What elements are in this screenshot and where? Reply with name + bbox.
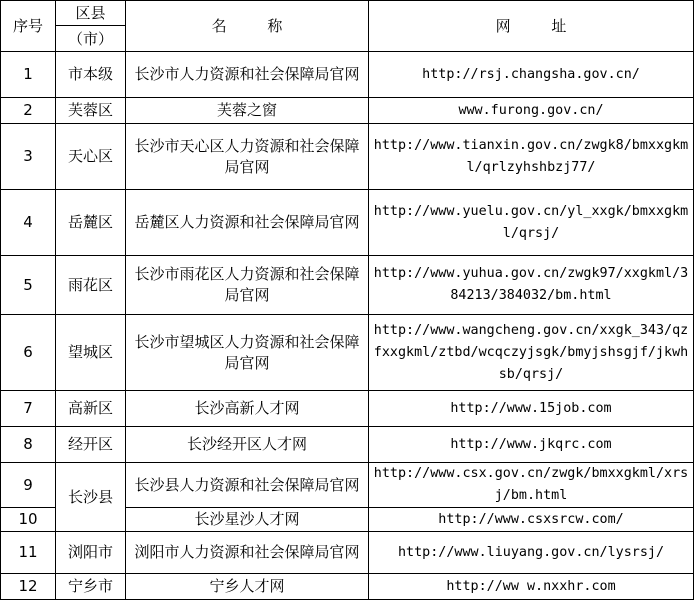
row-district: 经开区 bbox=[56, 427, 126, 463]
row-url-link[interactable]: http://ww w.nxxhr.com bbox=[369, 574, 694, 600]
row-name: 长沙星沙人才网 bbox=[126, 508, 369, 532]
table-row bbox=[1, 427, 694, 463]
row-district: 望城区 bbox=[56, 315, 126, 391]
row-district: 芙蓉区 bbox=[56, 98, 126, 124]
row-no: 5 bbox=[1, 256, 56, 315]
row-url-link[interactable]: http://www.yuhua.gov.cn/zwgk97/xxgkml/384213/384032/bm.html bbox=[369, 256, 694, 315]
row-url-link[interactable]: http://www.jkqrc.com bbox=[369, 427, 694, 463]
table-row bbox=[1, 315, 694, 391]
table-row bbox=[1, 256, 694, 315]
header-district-line2: （市） bbox=[56, 26, 126, 52]
header-no: 序号 bbox=[1, 1, 56, 52]
row-url-link[interactable]: http://www.15job.com bbox=[369, 391, 694, 427]
table-row bbox=[1, 574, 694, 600]
row-name: 岳麓区人力资源和社会保障局官网 bbox=[126, 190, 369, 256]
table-row bbox=[1, 98, 694, 124]
row-name: 长沙市雨花区人力资源和社会保障局官网 bbox=[126, 256, 369, 315]
row-district: 市本级 bbox=[56, 52, 126, 98]
row-no: 10 bbox=[1, 508, 56, 532]
header-district-line1: 区县 bbox=[56, 1, 126, 26]
row-no: 12 bbox=[1, 574, 56, 600]
header-row bbox=[1, 1, 694, 26]
row-name: 芙蓉之窗 bbox=[126, 98, 369, 124]
header-url: 网 址 bbox=[369, 1, 694, 52]
row-no: 1 bbox=[1, 52, 56, 98]
row-name: 长沙市望城区人力资源和社会保障局官网 bbox=[126, 315, 369, 391]
row-district: 高新区 bbox=[56, 391, 126, 427]
row-district: 天心区 bbox=[56, 124, 126, 190]
row-name: 长沙经开区人才网 bbox=[126, 427, 369, 463]
row-url-link[interactable]: http://www.liuyang.gov.cn/lysrsj/ bbox=[369, 532, 694, 574]
table-row bbox=[1, 190, 694, 256]
row-name: 浏阳市人力资源和社会保障局官网 bbox=[126, 532, 369, 574]
row-url-link[interactable]: http://www.csx.gov.cn/zwgk/bmxxgkml/xrsj/bm.html bbox=[369, 463, 694, 508]
row-district: 岳麓区 bbox=[56, 190, 126, 256]
row-district: 浏阳市 bbox=[56, 532, 126, 574]
row-url-link[interactable]: http://rsj.changsha.gov.cn/ bbox=[369, 52, 694, 98]
row-no: 7 bbox=[1, 391, 56, 427]
row-url-link[interactable]: http://www.yuelu.gov.cn/yl_xxgk/bmxxgkml/qrsj/ bbox=[369, 190, 694, 256]
row-district: 长沙县 bbox=[56, 463, 126, 532]
row-no: 11 bbox=[1, 532, 56, 574]
row-no: 2 bbox=[1, 98, 56, 124]
table-row bbox=[1, 463, 694, 508]
row-no: 8 bbox=[1, 427, 56, 463]
row-name: 长沙县人力资源和社会保障局官网 bbox=[126, 463, 369, 508]
row-name: 长沙市天心区人力资源和社会保障局官网 bbox=[126, 124, 369, 190]
row-url-link[interactable]: http://www.csxsrcw.com/ bbox=[369, 508, 694, 532]
table-row bbox=[1, 532, 694, 574]
row-district: 雨花区 bbox=[56, 256, 126, 315]
row-url-link[interactable]: http://www.wangcheng.gov.cn/xxgk_343/qzfxxgkml/ztbd/wcqczyjsgk/bmyjshsgjf/jkwhsb/qrsj/ bbox=[369, 315, 694, 391]
table-row bbox=[1, 391, 694, 427]
row-no: 6 bbox=[1, 315, 56, 391]
row-name: 长沙市人力资源和社会保障局官网 bbox=[126, 52, 369, 98]
row-url-link[interactable]: www.furong.gov.cn/ bbox=[369, 98, 694, 124]
row-no: 4 bbox=[1, 190, 56, 256]
row-no: 3 bbox=[1, 124, 56, 190]
row-district: 宁乡市 bbox=[56, 574, 126, 600]
table-row bbox=[1, 124, 694, 190]
table-row bbox=[1, 52, 694, 98]
row-url-link[interactable]: http://www.tianxin.gov.cn/zwgk8/bmxxgkml/qrlzyhshbzj77/ bbox=[369, 124, 694, 190]
row-name: 长沙高新人才网 bbox=[126, 391, 369, 427]
row-no: 9 bbox=[1, 463, 56, 508]
header-name: 名 称 bbox=[126, 1, 369, 52]
row-name: 宁乡人才网 bbox=[126, 574, 369, 600]
